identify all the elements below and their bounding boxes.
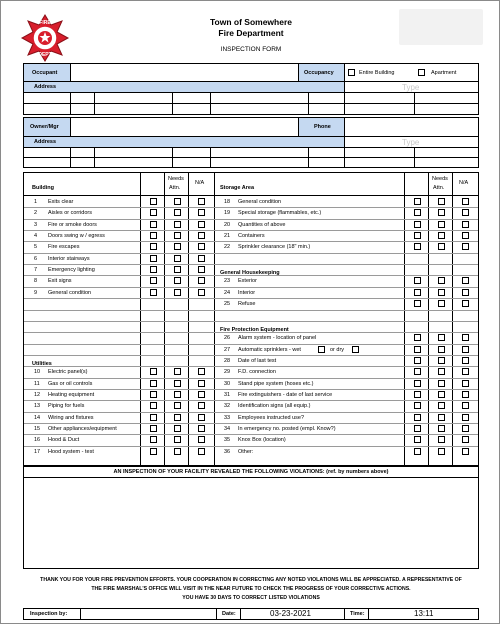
item-number: 1 (34, 199, 38, 205)
needs-attn-checkbox[interactable] (438, 357, 445, 364)
item-number: 36 (224, 448, 231, 455)
item-label: Heating equipment (48, 391, 95, 398)
item-label: General condition (238, 199, 282, 205)
dry-sprinkler-checkbox[interactable] (352, 346, 359, 353)
item-checkbox[interactable] (414, 334, 421, 341)
na-header-left: N/A (195, 180, 205, 186)
item-number: 35 (224, 437, 231, 444)
row-divider (24, 253, 478, 254)
na-checkbox[interactable] (198, 414, 205, 421)
signature-row (23, 608, 479, 620)
na-checkbox[interactable] (462, 414, 469, 421)
na-checkbox[interactable] (462, 277, 469, 284)
item-label: Identification signs (all equip.) (238, 403, 311, 410)
item-checkbox[interactable] (150, 255, 157, 262)
item-number: 32 (224, 403, 231, 410)
item-label: Fire or smoke doors (48, 221, 97, 228)
item-label: Containers (238, 233, 265, 240)
item-number: 12 (34, 391, 41, 398)
item-label: General condition (48, 289, 92, 296)
needs-attn-checkbox[interactable] (174, 255, 181, 262)
item-number: 2 (34, 210, 38, 217)
needs-attn-header-left-2: Attn. (169, 185, 181, 191)
item-label: Interior (238, 289, 256, 296)
item-number: 22 (224, 244, 231, 251)
fire-protection-heading: Fire Protection Equipment (220, 327, 289, 333)
item-number: 23 (224, 278, 231, 285)
checklist-table (23, 172, 479, 466)
needs-attn-checkbox[interactable] (174, 277, 181, 284)
row-divider (24, 219, 478, 220)
na-checkbox[interactable] (462, 425, 469, 432)
needs-attn-checkbox[interactable] (438, 380, 445, 387)
time-label: Time: (350, 611, 365, 617)
item-checkbox[interactable] (414, 300, 421, 307)
na-checkbox[interactable] (462, 391, 469, 398)
item-checkbox[interactable] (414, 414, 421, 421)
na-checkbox[interactable] (198, 243, 205, 250)
item-number: 16 (34, 437, 41, 444)
needs-attn-checkbox[interactable] (438, 448, 445, 455)
na-checkbox[interactable] (198, 209, 205, 216)
item-number: 14 (34, 414, 41, 421)
item-checkbox[interactable] (150, 425, 157, 432)
needs-attn-checkbox[interactable] (438, 414, 445, 421)
item-checkbox[interactable] (414, 232, 421, 239)
row-divider (24, 321, 478, 322)
needs-attn-checkbox[interactable] (174, 402, 181, 409)
na-checkbox[interactable] (198, 402, 205, 409)
item-number: 29 (224, 369, 231, 376)
needs-attn-checkbox[interactable] (174, 198, 181, 205)
item-checkbox[interactable] (414, 209, 421, 216)
footer-note-line-3: YOU HAVE 30 DAYS TO CORRECT LISTED VIOLATIONS (182, 595, 320, 601)
owner-address-placeholder[interactable]: Type (402, 138, 420, 147)
item-label: F.D. connection (238, 369, 276, 376)
entire-building-checkbox[interactable] (348, 69, 355, 76)
item-number: 31 (224, 391, 231, 398)
na-checkbox[interactable] (462, 448, 469, 455)
row-divider (24, 366, 478, 367)
needs-attn-checkbox[interactable] (174, 243, 181, 250)
needs-attn-checkbox[interactable] (438, 209, 445, 216)
item-label: Wiring and fixtures (48, 414, 94, 421)
needs-attn-checkbox[interactable] (174, 448, 181, 455)
item-label: Date of last test (238, 357, 277, 364)
department-name: Fire Department (218, 28, 284, 38)
na-checkbox[interactable] (198, 436, 205, 443)
item-number: 17 (34, 448, 41, 455)
item-label: Exterior (238, 278, 257, 285)
item-label: Fire escapes (48, 244, 80, 251)
item-checkbox[interactable] (414, 289, 421, 296)
footer-note-line-1: THANK YOU FOR YOUR FIRE PREVENTION EFFORTS. YOUR COOPERATION IN CORRECTING ANY NOTED VIOLATIONS WILL BE APPRECIATED. A REPRESENTATIVE OF (40, 577, 462, 583)
address-placeholder[interactable]: Type (402, 83, 420, 92)
item-label: Hood system - test (48, 448, 94, 455)
na-checkbox[interactable] (198, 289, 205, 296)
item-number: 26 (224, 335, 231, 342)
na-checkbox[interactable] (462, 209, 469, 216)
needs-attn-checkbox[interactable] (174, 391, 181, 398)
item-checkbox[interactable] (414, 425, 421, 432)
item-number: 21 (224, 233, 231, 240)
needs-attn-checkbox[interactable] (174, 368, 181, 375)
needs-attn-header-left-1: Needs (168, 176, 184, 182)
item-checkbox[interactable] (414, 402, 421, 409)
row-divider (24, 400, 478, 401)
needs-attn-checkbox[interactable] (174, 436, 181, 443)
item-checkbox[interactable] (414, 198, 421, 205)
item-label: Other appliances/equipment (48, 426, 117, 432)
needs-attn-checkbox[interactable] (174, 414, 181, 421)
item-number: 6 (34, 255, 38, 262)
item-label: Alarm system - location of panel (238, 335, 317, 342)
inspection-by-field[interactable] (82, 609, 214, 619)
na-checkbox[interactable] (198, 255, 205, 262)
item-label: Piping for fuels (48, 403, 85, 410)
item-label: Fire extinguishers - date of last service (238, 391, 333, 398)
row-divider (24, 378, 478, 379)
item-number: 8 (34, 278, 38, 285)
item-label: Doors swing w / egress (48, 233, 105, 240)
item-number: 13 (34, 403, 41, 410)
item-label: Aisles or corridors (48, 210, 93, 217)
item-label: Hood & Duct (48, 437, 80, 444)
violations-box (23, 466, 479, 569)
item-number: 15 (34, 426, 41, 432)
na-checkbox[interactable] (462, 334, 469, 341)
row-divider (24, 207, 478, 208)
apartment-checkbox[interactable] (418, 69, 425, 76)
item-number: 19 (224, 210, 231, 217)
inspection-by-label: Inspection by: (30, 611, 68, 617)
address-bar (24, 82, 344, 92)
violations-heading: AN INSPECTION OF YOUR FACILITY REVEALED THE FOLLOWING VIOLATIONS: (ref. by numbers above) (113, 469, 389, 475)
town-name: Town of Somewhere (209, 17, 293, 27)
item-number: 5 (34, 244, 38, 251)
row-divider (24, 434, 478, 435)
row-divider (24, 446, 478, 447)
item-label: Exits clear (48, 199, 74, 205)
owner-address-bar (24, 137, 344, 147)
row-divider (24, 355, 478, 356)
date-value[interactable]: 03-23-2021 (270, 609, 311, 618)
na-header-right: N/A (459, 180, 469, 186)
needs-attn-checkbox[interactable] (174, 209, 181, 216)
item-checkbox[interactable] (150, 448, 157, 455)
item-number: 7 (34, 267, 38, 274)
na-checkbox[interactable] (462, 232, 469, 239)
item-number: 18 (224, 199, 231, 205)
logo-top-text: FIRE (39, 20, 51, 26)
needs-attn-checkbox[interactable] (174, 266, 181, 273)
needs-attn-checkbox[interactable] (438, 391, 445, 398)
date-label: Date: (222, 611, 236, 617)
violations-entry-area[interactable] (26, 479, 476, 567)
row-divider (24, 264, 478, 265)
form-title: INSPECTION FORM (220, 46, 282, 53)
needs-attn-checkbox[interactable] (438, 346, 445, 353)
item-label: Emergency lighting (48, 267, 95, 274)
row-divider (24, 275, 478, 276)
item-label: Gas or oil controls (48, 380, 93, 387)
row-divider (24, 332, 478, 333)
item-number: 33 (224, 414, 231, 421)
item-checkbox[interactable] (150, 209, 157, 216)
occupant-label: Occupant (32, 70, 58, 76)
entire-building-label: Entire Building (359, 70, 395, 76)
owner-block (23, 117, 479, 168)
needs-attn-checkbox[interactable] (438, 402, 445, 409)
item-label: Quantities of above (238, 221, 286, 228)
item-label: Exit signs (48, 278, 72, 285)
row-divider (24, 310, 478, 311)
needs-attn-checkbox[interactable] (438, 243, 445, 250)
item-label: Sprinkler clearance (18" min.) (238, 244, 311, 251)
na-checkbox[interactable] (198, 425, 205, 432)
na-checkbox[interactable] (462, 380, 469, 387)
needs-attn-checkbox[interactable] (438, 436, 445, 443)
item-number: 3 (34, 221, 38, 228)
item-number: 28 (224, 357, 231, 364)
item-label: In emergency no. posted (empl. Know?) (238, 426, 336, 432)
needs-attn-checkbox[interactable] (174, 380, 181, 387)
item-label: Stand pipe system (hoses etc.) (238, 380, 314, 387)
na-checkbox[interactable] (462, 300, 469, 307)
na-checkbox[interactable] (462, 198, 469, 205)
item-checkbox[interactable] (150, 391, 157, 398)
item-label: Other: (238, 448, 254, 455)
needs-attn-checkbox[interactable] (438, 334, 445, 341)
redacted-area (399, 9, 483, 45)
item-checkbox[interactable] (414, 221, 421, 228)
na-checkbox[interactable] (198, 198, 205, 205)
footer-note-line-2: THE FIRE MARSHAL'S OFFICE WILL VISIT IN THE NEAR FUTURE TO CHECK THE PROGRESS OF YOUR CORRECTIVE ACTIONS. (91, 586, 411, 592)
na-checkbox[interactable] (462, 402, 469, 409)
general-housekeeping-heading: General Housekeeping (220, 270, 280, 276)
item-label: Electric panel(s) (48, 369, 88, 376)
apartment-label: Apartment (431, 70, 457, 76)
item-checkbox[interactable] (414, 436, 421, 443)
row-divider (24, 412, 478, 413)
item-number: 10 (34, 369, 41, 376)
needs-attn-checkbox[interactable] (438, 289, 445, 296)
na-checkbox[interactable] (198, 380, 205, 387)
needs-attn-checkbox[interactable] (174, 425, 181, 432)
item-checkbox[interactable] (150, 436, 157, 443)
item-checkbox[interactable] (150, 232, 157, 239)
na-checkbox[interactable] (198, 266, 205, 273)
item-label: Special storage (flammables, etc.) (238, 210, 322, 217)
row-divider (24, 241, 478, 242)
item-extra-label: or dry (330, 346, 345, 353)
na-checkbox[interactable] (462, 289, 469, 296)
needs-attn-checkbox[interactable] (438, 221, 445, 228)
na-checkbox[interactable] (462, 368, 469, 375)
row-divider (24, 298, 478, 299)
na-checkbox[interactable] (462, 243, 469, 250)
item-checkbox[interactable] (150, 368, 157, 375)
item-label: Knox Box (location) (238, 437, 286, 444)
needs-attn-checkbox[interactable] (438, 198, 445, 205)
item-checkbox[interactable] (150, 221, 157, 228)
item-checkbox[interactable] (150, 277, 157, 284)
row-divider (24, 287, 478, 288)
phone-label: Phone (314, 124, 331, 130)
owner-address-label: Address (34, 139, 57, 145)
utilities-heading: Utilities (32, 361, 52, 367)
item-number: 34 (224, 426, 231, 432)
item-number: 27 (224, 346, 231, 353)
item-checkbox[interactable] (414, 391, 421, 398)
item-number: 20 (224, 221, 231, 228)
na-checkbox[interactable] (462, 346, 469, 353)
na-checkbox[interactable] (198, 277, 205, 284)
item-number: 11 (34, 380, 40, 387)
na-checkbox[interactable] (462, 221, 469, 228)
item-number: 9 (34, 289, 38, 296)
na-checkbox[interactable] (198, 368, 205, 375)
needs-attn-checkbox[interactable] (174, 232, 181, 239)
item-checkbox[interactable] (150, 243, 157, 250)
na-checkbox[interactable] (462, 436, 469, 443)
owner-label: Owner/Mgr (30, 124, 59, 130)
item-checkbox[interactable] (414, 277, 421, 284)
item-checkbox[interactable] (150, 289, 157, 296)
row-divider (24, 230, 478, 231)
item-label: Refuse (238, 301, 256, 308)
item-number: 24 (224, 289, 231, 296)
item-checkbox[interactable] (150, 380, 157, 387)
storage-area-heading: Storage Area (220, 185, 255, 191)
needs-attn-checkbox[interactable] (438, 368, 445, 375)
item-checkbox[interactable] (414, 368, 421, 375)
item-checkbox[interactable] (150, 198, 157, 205)
na-checkbox[interactable] (198, 391, 205, 398)
needs-attn-checkbox[interactable] (174, 221, 181, 228)
na-checkbox[interactable] (198, 232, 205, 239)
item-checkbox[interactable] (414, 243, 421, 250)
item-checkbox[interactable] (150, 402, 157, 409)
time-value[interactable]: 13:11 (414, 609, 434, 618)
item-number: 30 (224, 380, 231, 387)
item-label: Interior stairways (48, 255, 90, 262)
occupancy-label: Occupancy (304, 70, 334, 76)
item-number: 25 (224, 301, 231, 308)
needs-attn-header-right-1: Needs (432, 176, 448, 182)
needs-attn-checkbox[interactable] (438, 232, 445, 239)
logo-bottom-text: DEPT (38, 52, 52, 58)
item-checkbox[interactable] (414, 380, 421, 387)
item-number: 4 (34, 233, 38, 240)
item-label: Automatic sprinklers - wet (238, 346, 301, 353)
item-checkbox[interactable] (150, 266, 157, 273)
building-heading: Building (32, 185, 54, 191)
needs-attn-header-right-2: Attn. (433, 185, 445, 191)
item-checkbox[interactable] (150, 414, 157, 421)
occupant-block (23, 63, 479, 115)
address-label: Address (34, 84, 57, 90)
item-checkbox[interactable] (414, 448, 421, 455)
na-checkbox[interactable] (198, 448, 205, 455)
needs-attn-checkbox[interactable] (438, 277, 445, 284)
needs-attn-checkbox[interactable] (174, 289, 181, 296)
na-checkbox[interactable] (462, 357, 469, 364)
row-divider (24, 423, 478, 424)
needs-attn-checkbox[interactable] (438, 300, 445, 307)
wet-sprinkler-checkbox[interactable] (318, 346, 325, 353)
row-divider (24, 389, 478, 390)
item-checkbox[interactable] (414, 357, 421, 364)
item-label: Employees instructed use? (238, 414, 305, 421)
needs-attn-checkbox[interactable] (438, 425, 445, 432)
item-checkbox[interactable] (414, 346, 421, 353)
row-divider (24, 344, 478, 345)
na-checkbox[interactable] (198, 221, 205, 228)
